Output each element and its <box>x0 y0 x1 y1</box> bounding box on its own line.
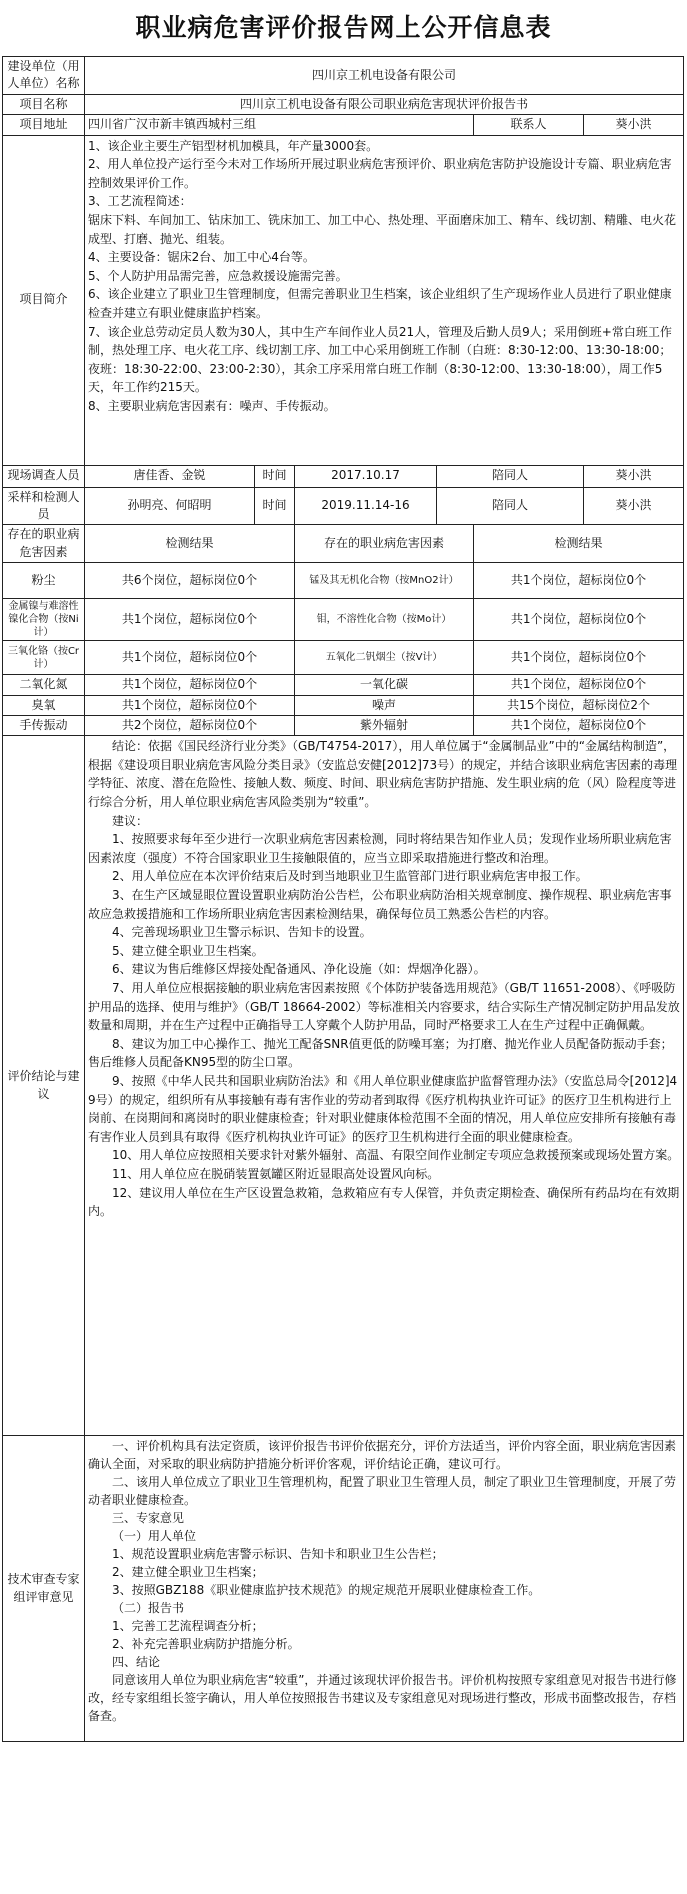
label-contact: 联系人 <box>474 115 584 135</box>
conclusion-paragraph: 6、建议为售后维修区焊接处配备通风、净化设施（如：焊烟净化器）。 <box>112 962 486 977</box>
row-unit <box>3 57 684 95</box>
hazard-name: 紫外辐射 <box>295 715 474 735</box>
intro-line: 8、主要职业病危害因素有：噪声、手传振动。 <box>88 398 336 413</box>
row-project-intro <box>3 135 684 465</box>
expert-paragraph: 2、建立健全职业卫生档案； <box>112 1565 264 1580</box>
value-sampling-time: 2019.11.14-16 <box>295 487 437 525</box>
hazard-row <box>3 675 684 695</box>
label-survey-time: 时间 <box>255 465 295 487</box>
info-table <box>2 56 684 1742</box>
hazard-name: 粉尘 <box>3 563 85 599</box>
label-conclusion: 评价结论与建议 <box>3 736 85 1436</box>
label-survey-companion: 陪同人 <box>437 465 584 487</box>
value-contact: 葵小洪 <box>584 115 684 135</box>
hazard-result: 共1个岗位，超标岗位0个 <box>474 563 684 599</box>
hazard-result: 共1个岗位，超标岗位0个 <box>474 641 684 675</box>
hazard-name: 金属镍与难溶性镍化合物（按Ni计） <box>3 599 85 641</box>
hazard-name: 噪声 <box>295 695 474 715</box>
conclusion-paragraph: 结论：依据《国民经济行业分类》（GB/T4754-2017），用人单位属于“金属制品业”中的“金属结构制造”，根据《建设项目职业病危害风险分类目录》（安监总安健[2012]73号）的规定，并结合该职业病危害因素的毒理学特征、浓度、潜在危险性、接触人数、频度、时间、职业病危害防护措施、发生职业病的危（风）险程度等进行综合分析，用人单位职业病危害风险类别为“较重”。 <box>88 739 678 810</box>
row-hazard-header <box>3 525 684 563</box>
hazard-result: 共1个岗位，超标岗位0个 <box>474 715 684 735</box>
hazard-row <box>3 641 684 675</box>
conclusion-paragraph: 8、建议为加工中心操作工、抛光工配备SNR值更低的防噪耳塞；为打磨、抛光作业人员配备防振动手套；售后维修人员配备KN95型的防尘口罩。 <box>88 1036 673 1070</box>
hazard-result: 共1个岗位，超标岗位0个 <box>85 695 295 715</box>
value-survey-companion: 葵小洪 <box>584 465 684 487</box>
expert-paragraph: 1、规范设置职业病危害警示标识、告知卡和职业卫生公告栏； <box>112 1547 444 1562</box>
value-sampling-staff: 孙明亮、何昭明 <box>85 487 255 525</box>
row-conclusion <box>3 736 684 1436</box>
conclusion-paragraph: 5、建立健全职业卫生档案。 <box>112 943 264 958</box>
expert-block <box>85 1436 684 1742</box>
conclusion-paragraph: 12、建议用人单位在生产区设置急救箱，急救箱应有专人保管，并负责定期检查、确保所有药品均在有效期内。 <box>88 1185 680 1219</box>
value-unit: 四川京工机电设备有限公司 <box>85 57 684 95</box>
hazard-result: 共1个岗位，超标岗位0个 <box>85 599 295 641</box>
label-project-name: 项目名称 <box>3 94 85 114</box>
expert-paragraph: 3、按照GBZ188《职业健康监护技术规范》的规定规范开展职业健康检查工作。 <box>112 1583 541 1598</box>
hazard-row <box>3 695 684 715</box>
page-title: 职业病危害评价报告网上公开信息表 <box>135 13 552 42</box>
hazard-result: 共2个岗位，超标岗位0个 <box>85 715 295 735</box>
row-sampling <box>3 487 684 525</box>
intro-line: 1、该企业主要生产铝型材机加模具，年产量3000套。 <box>88 138 379 153</box>
intro-line: 7、该企业总劳动定员人数为30人，其中生产车间作业人员21人，管理及后勤人员9人；采用倒班+常白班工作制，热处理工序、电火花工序、线切割工序、加工中心采用倒班工作制（白班：8:30-12:00、13:30-18:00；夜班：18:30-22:00、23:00-2:30），其余工序采用常白班工作制（8:30-12:00、13:30-18:00），周工作5天，年工作约215天。 <box>88 324 672 395</box>
expert-paragraph: 2、补充完善职业病防护措施分析。 <box>112 1637 300 1652</box>
hazard-name: 一氧化碳 <box>295 675 474 695</box>
expert-paragraph: 1、完善工艺流程调查分析； <box>112 1619 264 1634</box>
value-project-address: 四川省广汉市新丰镇西城村三组 <box>85 115 474 135</box>
expert-paragraph: 一、评价机构具有法定资质，该评价报告书评价依据充分，评价方法适当，评价内容全面，职业病危害因素确认全面，对采取的职业病防护措施分析评价客观，评价结论正确，建议可行。 <box>88 1439 677 1472</box>
conclusion-paragraph: 11、用人单位应在脱硝装置氨罐区附近显眼高处设置风向标。 <box>112 1166 440 1181</box>
conclusion-paragraph: 7、用人单位应根据接触的职业病危害因素按照《个体防护装备选用规范》（GB/T 11651-2008）、《呼吸防护用品的选择、使用与维护》（GB/T 18664-2002）等标准相关内容要求，结合实际生产情况制定防护用品发放数量和周期，并在生产过程中正确指导工人穿戴个人防护用品，同时严格要求工人在生产过程中正确佩戴。 <box>88 981 680 1033</box>
hazard-name: 钼，不溶性化合物（按Mo计） <box>295 599 474 641</box>
value-project-name: 四川京工机电设备有限公司职业病危害现状评价报告书 <box>85 94 684 114</box>
intro-line: 2、用人单位投产运行至今未对工作场所开展过职业病危害预评价、职业病危害防护设施设计专篇、职业病危害控制效果评价工作。 <box>88 157 672 190</box>
expert-paragraph: 四、结论 <box>112 1655 161 1670</box>
hazard-name: 臭氧 <box>3 695 85 715</box>
conclusion-paragraph: 1、按照要求每年至少进行一次职业病危害因素检测，同时将结果告知作业人员；发现作业场所职业病危害因素浓度（强度）不符合国家职业卫生接触限值的，应当立即采取措施进行整改和治理。 <box>88 832 672 865</box>
hazard-name: 锰及其无机化合物（按MnO2计） <box>295 563 474 599</box>
header-hazard-right: 存在的职业病危害因素 <box>295 525 474 563</box>
hazard-result: 共15个岗位，超标岗位2个 <box>474 695 684 715</box>
row-survey <box>3 465 684 487</box>
header-hazard-left: 存在的职业病危害因素 <box>3 525 85 563</box>
row-project-name <box>3 94 684 114</box>
label-project-address: 项目地址 <box>3 115 85 135</box>
label-sampling-staff: 采样和检测人员 <box>3 487 85 525</box>
expert-paragraph: 二、该用人单位成立了职业卫生管理机构，配置了职业卫生管理人员，制定了职业卫生管理制度，开展了劳动者职业健康检查。 <box>88 1475 677 1508</box>
expert-paragraph: 三、专家意见 <box>112 1511 185 1526</box>
label-sampling-companion: 陪同人 <box>437 487 584 525</box>
conclusion-paragraph: 9、按照《中华人民共和国职业病防治法》和《用人单位职业健康监护监督管理办法》（安监总局令[2012]49号）的规定，组织所有从事接触有毒有害作业的劳动者到取得《医疗机构执业许可证》的医疗卫生机构进行上岗前、在岗期间和离岗时的职业健康检查；针对职业健康体检范围不全面的情况，用人单位应安排所有接触有毒有害作业人员到具有取得《医疗机构执业许可证》的医疗卫生机构进行全面的职业健康检查。 <box>88 1073 678 1144</box>
header-result-left: 检测结果 <box>85 525 295 563</box>
hazard-row <box>3 599 684 641</box>
value-sampling-companion: 葵小洪 <box>584 487 684 525</box>
expert-paragraph: （一）用人单位 <box>112 1529 197 1544</box>
conclusion-paragraph: 建议： <box>112 813 149 828</box>
label-expert: 技术审查专家组评审意见 <box>3 1436 85 1742</box>
intro-line: 5、个人防护用品需完善，应急救援设施需完善。 <box>88 268 348 283</box>
row-expert <box>3 1436 684 1742</box>
hazard-row <box>3 715 684 735</box>
row-project-address <box>3 115 684 135</box>
hazard-result: 共1个岗位，超标岗位0个 <box>85 675 295 695</box>
intro-line: 锯床下料、车间加工、钻床加工、铣床加工、加工中心、热处理、平面磨床加工、精车、线切割、精雕、电火花成型、打磨、抛光、组装。 <box>88 212 677 246</box>
intro-line: 6、该企业建立了职业卫生管理制度，但需完善职业卫生档案，该企业组织了生产现场作业人员进行了职业健康检查并建立有职业健康监护档案。 <box>88 287 672 320</box>
hazard-result: 共1个岗位，超标岗位0个 <box>474 599 684 641</box>
intro-line: 4、主要设备：锯床2台、加工中心4台等。 <box>88 250 315 265</box>
conclusion-paragraph: 10、用人单位应按照相关要求针对紫外辐射、高温、有限空间作业制定专项应急救援预案或现场处置方案。 <box>112 1148 680 1163</box>
value-survey-staff: 唐佳香、金锐 <box>85 465 255 487</box>
hazard-name: 三氧化铬（按Cr计） <box>3 641 85 675</box>
hazard-result: 共6个岗位，超标岗位0个 <box>85 563 295 599</box>
label-project-intro: 项目简介 <box>3 135 85 465</box>
conclusion-paragraph: 2、用人单位应在本次评价结束后及时到当地职业卫生监管部门进行职业病危害申报工作。 <box>112 869 588 884</box>
hazard-result: 共1个岗位，超标岗位0个 <box>85 641 295 675</box>
hazard-result: 共1个岗位，超标岗位0个 <box>474 675 684 695</box>
hazard-name: 手传振动 <box>3 715 85 735</box>
intro-block <box>85 135 684 465</box>
label-unit: 建设单位（用人单位）名称 <box>3 57 85 95</box>
value-survey-time: 2017.10.17 <box>295 465 437 487</box>
expert-paragraph: 同意该用人单位为职业病危害“较重”，并通过该现状评价报告书。评价机构按照专家组意见对报告书进行修改，经专家组组长签字确认，用人单位按照报告书建议及专家组意见对现场进行整改，形成书面整改报告，存档备查。 <box>88 1673 677 1724</box>
header-result-right: 检测结果 <box>474 525 684 563</box>
intro-line: 3、工艺流程简述： <box>88 194 192 209</box>
hazard-name: 二氧化氮 <box>3 675 85 695</box>
hazard-name: 五氧化二钒烟尘（按V计） <box>295 641 474 675</box>
label-survey-staff: 现场调查人员 <box>3 465 85 487</box>
label-sampling-time: 时间 <box>255 487 295 525</box>
conclusion-paragraph: 3、在生产区域显眼位置设置职业病防治公告栏，公布职业病防治相关规章制度、操作规程、职业病危害事故应急救援措施和工作场所职业病危害因素检测结果，确保每位员工熟悉公告栏的内容。 <box>88 888 672 921</box>
conclusion-block <box>85 736 684 1436</box>
hazard-row <box>3 563 684 599</box>
expert-paragraph: （二）报告书 <box>112 1601 185 1616</box>
conclusion-paragraph: 4、完善现场职业卫生警示标识、告知卡的设置。 <box>112 925 372 940</box>
